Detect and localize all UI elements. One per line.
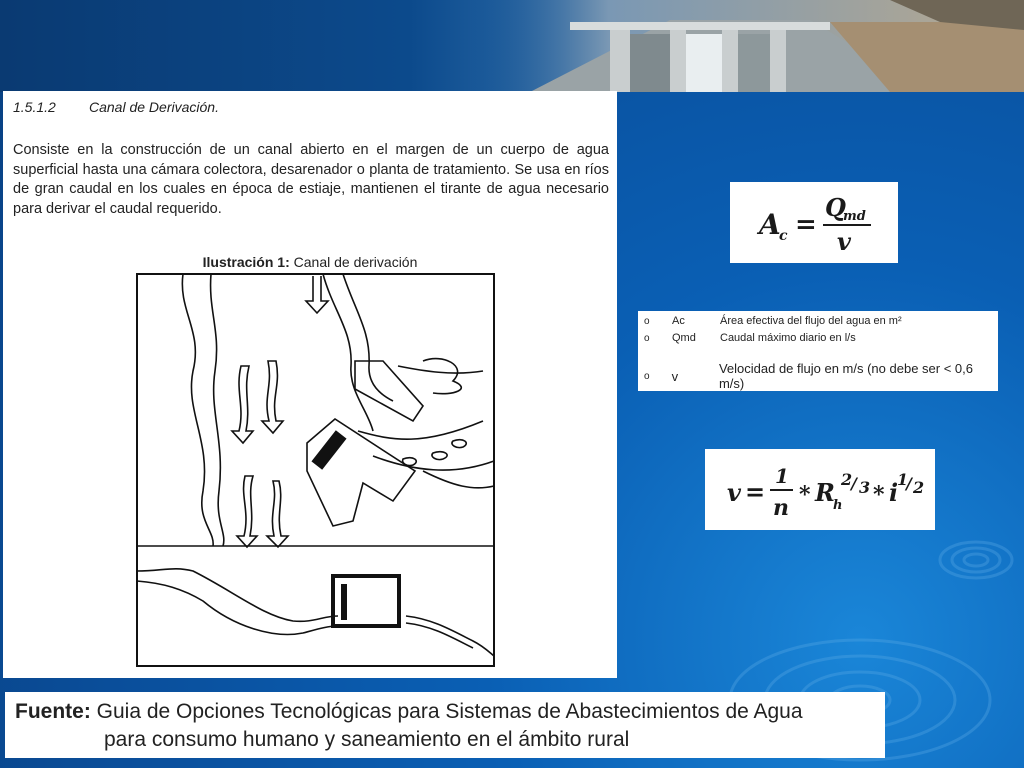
legend-description: Área efectiva del flujo del agua en m²	[720, 315, 902, 327]
svg-text:3: 3	[859, 477, 871, 497]
svg-text:*: *	[799, 481, 811, 508]
velocity-formula-graphic	[715, 455, 925, 525]
svg-text:2: 2	[913, 477, 925, 497]
svg-text:v: v	[837, 226, 851, 256]
legend-row-velocity	[644, 361, 998, 391]
source-label: Fuente:	[15, 700, 91, 723]
source-title-part1: Guia de Opciones Tecnológicas para Sistemas de Abastecimientos de Agua	[90, 700, 803, 723]
svg-text:=: =	[745, 476, 766, 506]
section-title: Canal de Derivación.	[89, 99, 219, 115]
description-paragraph: Consiste en la construcción de un canal abierto en el margen de un cuerpo de agua superficial hasta una cámara colectora, desarenador o planta de tratamiento. Se usa en ríos de gran caudal en los cuales en época de estiaje, mantienen el tirante de agua necesario para derivar el caudal requerido.	[13, 142, 609, 217]
legend-symbol: v	[671, 368, 679, 384]
section-number: 1.5.1.2	[13, 99, 56, 115]
canal-photo	[470, 0, 1024, 92]
svg-text:A: A	[759, 207, 781, 241]
svg-text:v: v	[727, 477, 741, 507]
legend-symbol: Qmd	[672, 332, 696, 344]
svg-text:h: h	[833, 497, 843, 513]
legend-bullet: o	[644, 315, 650, 327]
svg-text:/: /	[906, 473, 912, 493]
svg-text:c: c	[779, 227, 788, 244]
svg-text:/: /	[851, 473, 857, 493]
svg-text:*: *	[873, 481, 885, 508]
legend-symbol: Ac	[672, 315, 685, 327]
svg-text:2: 2	[841, 469, 853, 489]
svg-text:n: n	[773, 494, 789, 521]
section-heading	[13, 99, 219, 115]
svg-text:Q: Q	[825, 192, 846, 222]
svg-text:1: 1	[775, 463, 789, 488]
velocity-formula	[705, 449, 935, 530]
legend-bullet: o	[644, 332, 650, 344]
legend-description: Velocidad de flujo en m/s (no debe ser < 0,6 m/s)	[718, 361, 973, 391]
area-formula-graphic	[739, 188, 889, 258]
source-line-1	[15, 698, 803, 726]
svg-text:R: R	[815, 477, 835, 507]
area-formula	[730, 182, 898, 263]
legend-row-caudal	[644, 332, 856, 344]
svg-text:=: =	[795, 209, 817, 240]
source-citation	[5, 692, 885, 758]
legend-bullet: o	[644, 370, 650, 382]
legend-description: Caudal máximo diario en l/s	[720, 332, 856, 344]
illustration-caption-label: Ilustración 1:	[202, 254, 290, 270]
illustration-caption-text: Canal de derivación	[289, 254, 418, 270]
variable-legend	[638, 311, 998, 391]
canal-illustration	[123, 271, 508, 671]
legend-row-area	[644, 315, 902, 327]
illustration-caption	[3, 254, 617, 270]
svg-text:md: md	[843, 208, 866, 224]
document-panel	[3, 91, 617, 678]
svg-text:1: 1	[897, 469, 909, 489]
svg-text:i: i	[889, 477, 899, 507]
source-line-2: para consumo humano y saneamiento en el ámbito rural	[104, 728, 630, 751]
